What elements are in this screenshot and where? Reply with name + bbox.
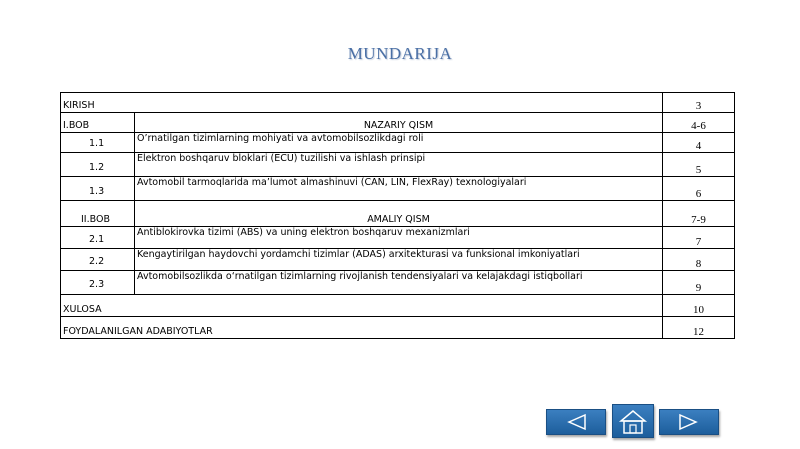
table-row bbox=[61, 201, 735, 227]
table-row bbox=[61, 113, 735, 133]
next-button[interactable] bbox=[659, 409, 719, 435]
arrow-right-icon bbox=[660, 410, 718, 434]
table-row bbox=[61, 177, 735, 201]
table-row bbox=[61, 249, 735, 271]
arrow-left-icon bbox=[547, 410, 605, 434]
toc-section-number: 2.1 bbox=[61, 227, 135, 249]
toc-section-number: 2.2 bbox=[61, 249, 135, 271]
toc-section-number: 1.3 bbox=[61, 177, 135, 201]
home-icon bbox=[613, 405, 653, 437]
toc-chapter-title: NAZARIY QISM bbox=[135, 113, 663, 133]
toc-page-number: 6 bbox=[663, 177, 735, 201]
toc-page-number: 7-9 bbox=[663, 201, 735, 227]
toc-page-number: 4-6 bbox=[663, 113, 735, 133]
toc-entry-text: Avtomobil tarmoqlarida ma’lumot almashinuvi (CAN, LIN, FlexRay) texnologiyalari bbox=[135, 177, 663, 201]
toc-page-number: 12 bbox=[663, 317, 735, 339]
home-button[interactable] bbox=[612, 404, 654, 438]
table-row bbox=[61, 153, 735, 177]
toc-page-number: 8 bbox=[663, 249, 735, 271]
toc-entry-text bbox=[135, 93, 663, 113]
toc-chapter-number: I.BOB bbox=[61, 113, 135, 133]
toc-entry-text: Elektron boshqaruv bloklari (ECU) tuzilishi va ishlash prinsipi bbox=[135, 153, 663, 177]
toc-chapter-title: AMALIY QISM bbox=[135, 201, 663, 227]
toc-page-number: 3 bbox=[663, 93, 735, 113]
toc-page-number: 7 bbox=[663, 227, 735, 249]
table-row bbox=[61, 93, 735, 113]
table-of-contents bbox=[60, 92, 735, 339]
toc-section-number: 2.3 bbox=[61, 271, 135, 295]
table-row bbox=[61, 271, 735, 295]
toc-page-number: 4 bbox=[663, 133, 735, 153]
toc-label: KIRISH bbox=[61, 93, 135, 113]
toc-section-number: 1.2 bbox=[61, 153, 135, 177]
toc-chapter-number: II.BOB bbox=[61, 201, 135, 227]
toc-entry-text bbox=[135, 295, 663, 317]
table-row bbox=[61, 317, 735, 339]
table-row bbox=[61, 295, 735, 317]
page-title: MUNDARIJA bbox=[347, 44, 453, 63]
toc-page-number: 10 bbox=[663, 295, 735, 317]
toc-page-number: 9 bbox=[663, 271, 735, 295]
toc-section-number: 1.1 bbox=[61, 133, 135, 153]
toc-entry-text: O’rnatilgan tizimlarning mohiyati va avtomobilsozlikdagi roli bbox=[135, 133, 663, 153]
toc-entry-text: Antiblokirovka tizimi (ABS) va uning elektron boshqaruv mexanizmlari bbox=[135, 227, 663, 249]
table-row bbox=[61, 133, 735, 153]
toc-page-number: 5 bbox=[663, 153, 735, 177]
toc-entry-text: Kengaytirilgan haydovchi yordamchi tizimlar (ADAS) arxitekturasi va funksional imkoniyatlari bbox=[135, 249, 663, 271]
toc-label: XULOSA bbox=[61, 295, 135, 317]
previous-button[interactable] bbox=[546, 409, 606, 435]
toc-label: FOYDALANILGAN ADABIYOTLAR bbox=[61, 317, 663, 339]
table-row bbox=[61, 227, 735, 249]
toc-entry-text: Avtomobilsozlikda o‘rnatilgan tizimlarning rivojlanish tendensiyalari va kelajakdagi istiqbollari bbox=[135, 271, 663, 295]
